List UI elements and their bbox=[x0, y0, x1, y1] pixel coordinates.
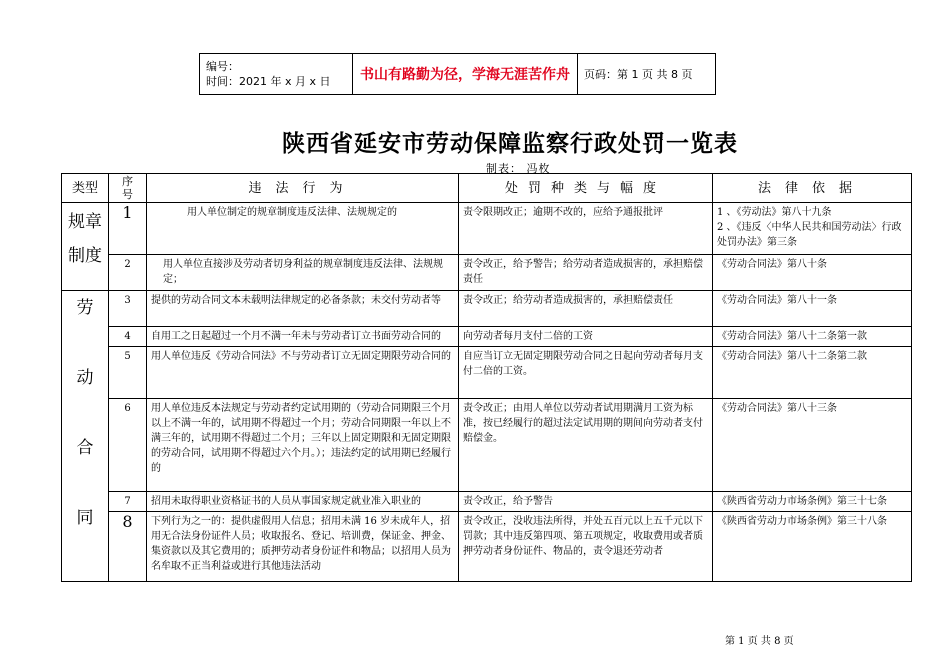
penalty-cell: 责令改正；由用人单位以劳动者试用期满月工资为标准，按已经履行的超过法定试用期的期间向劳动者支付赔偿金。 bbox=[459, 399, 713, 492]
violation-cell: 用人单位违反《劳动合同法》不与劳动者订立无固定期限劳动合同的 bbox=[147, 347, 459, 399]
header-penalty: 处罚种类与幅度 bbox=[459, 174, 713, 203]
document-title: 陕西省延安市劳动保障监察行政处罚一览表 bbox=[282, 131, 738, 157]
violation-cell: 自用工之日起超过一个月不满一年未与劳动者订立书面劳动合同的 bbox=[147, 327, 459, 347]
seq-cell: 5 bbox=[109, 347, 147, 399]
page-footer: 第 1 页 共 8 页 bbox=[725, 636, 794, 647]
violation-cell: 提供的劳动合同文本未载明法律规定的必备条款；未交付劳动者等 bbox=[147, 291, 459, 327]
seq-cell: 3 bbox=[109, 291, 147, 327]
category-rules: 规章 制度 bbox=[62, 203, 109, 291]
seq-cell: 4 bbox=[109, 327, 147, 347]
header-box bbox=[199, 53, 716, 95]
table-row bbox=[62, 347, 912, 399]
header-type: 类型 bbox=[62, 174, 109, 203]
table-row bbox=[62, 512, 912, 582]
table-row bbox=[62, 291, 912, 327]
table-row bbox=[62, 327, 912, 347]
penalty-cell: 责令改正，给予警告 bbox=[459, 492, 713, 512]
motto: 书山有路勤为径，学海无涯苦作舟 bbox=[353, 54, 578, 95]
penalty-cell: 责令改正；给劳动者造成损害的，承担赔偿责任 bbox=[459, 291, 713, 327]
table-row bbox=[62, 255, 912, 291]
header-info-cell bbox=[200, 54, 353, 95]
penalty-cell: 向劳动者每月支付二倍的工资 bbox=[459, 327, 713, 347]
header-basis: 法律依据 bbox=[713, 174, 912, 203]
penalty-cell: 责令限期改正；逾期不改的，应给予通报批评 bbox=[459, 203, 713, 255]
table-row bbox=[62, 492, 912, 512]
number-label: 编号： bbox=[206, 60, 239, 73]
category-contract: 劳 动 合 同 bbox=[62, 291, 109, 582]
basis-cell: 《劳动合同法》第八十二条第一款 bbox=[713, 327, 912, 347]
violation-cell: 招用未取得职业资格证书的人员从事国家规定就业准入职业的 bbox=[147, 492, 459, 512]
penalty-cell: 责令改正，没收违法所得，并处五百元以上五千元以下罚款；其中违反第四项、第五项规定，收取费用或者质押劳动者身份证件、物品的，责令退还劳动者 bbox=[459, 512, 713, 582]
table-header-row bbox=[62, 174, 912, 203]
seq-cell: 8 bbox=[109, 512, 147, 582]
violation-cell: 用人单位制定的规章制度违反法律、法规规定的 bbox=[147, 203, 459, 255]
table-row bbox=[62, 399, 912, 492]
seq-cell: 7 bbox=[109, 492, 147, 512]
penalty-table bbox=[61, 173, 912, 582]
time-label: 时间：2021 年 x 月 x 日 bbox=[206, 75, 331, 88]
penalty-cell: 自应当订立无固定期限劳动合同之日起向劳动者每月支付二倍的工资。 bbox=[459, 347, 713, 399]
basis-cell: 《劳动合同法》第八十一条 bbox=[713, 291, 912, 327]
header-seq: 序号 bbox=[109, 174, 147, 203]
basis-cell: 《陕西省劳动力市场条例》第三十八条 bbox=[713, 512, 912, 582]
header-violation: 违法行为 bbox=[147, 174, 459, 203]
seq-cell: 1 bbox=[109, 203, 147, 255]
basis-cell: 《劳动合同法》第八十条 bbox=[713, 255, 912, 291]
table-row bbox=[62, 203, 912, 255]
violation-cell: 用人单位直接涉及劳动者切身利益的规章制度违反法律、法规规定； bbox=[147, 255, 459, 291]
basis-cell: 《陕西省劳动力市场条例》第三十七条 bbox=[713, 492, 912, 512]
maker-label: 制表： 冯枚 bbox=[486, 162, 551, 175]
basis-cell: 1 、《劳动法》第八十九条 2 、《违反〈中华人民共和国劳动法〉行政处罚办法》第三条 bbox=[713, 203, 912, 255]
basis-cell: 《劳动合同法》第八十二条第二款 bbox=[713, 347, 912, 399]
violation-cell: 下列行为之一的：提供虚假用人信息；招用未满 16 岁未成年人，招用无合法身份证件人员；收取报名、登记、培训费，保证金、押金、集资款以及其它费用的；质押劳动者身份证件和物品；以招用人员为名牟取不正当利益或进行其他违法活动 bbox=[147, 512, 459, 582]
violation-cell: 用人单位违反本法规定与劳动者约定试用期的（劳动合同期限三个月以上不满一年的，试用期不得超过一个月；劳动合同期限一年以上不满三年的，试用期不得超过二个月；三年以上固定期限和无固定期限的劳动合同，试用期不得超过六个月。）；违法约定的试用期已经履行的 bbox=[147, 399, 459, 492]
penalty-cell: 责令改正，给予警告；给劳动者造成损害的，承担赔偿责任 bbox=[459, 255, 713, 291]
basis-cell: 《劳动合同法》第八十三条 bbox=[713, 399, 912, 492]
page-label: 页码：第 1 页 共 8 页 bbox=[578, 54, 716, 95]
seq-cell: 6 bbox=[109, 399, 147, 492]
seq-cell: 2 bbox=[109, 255, 147, 291]
